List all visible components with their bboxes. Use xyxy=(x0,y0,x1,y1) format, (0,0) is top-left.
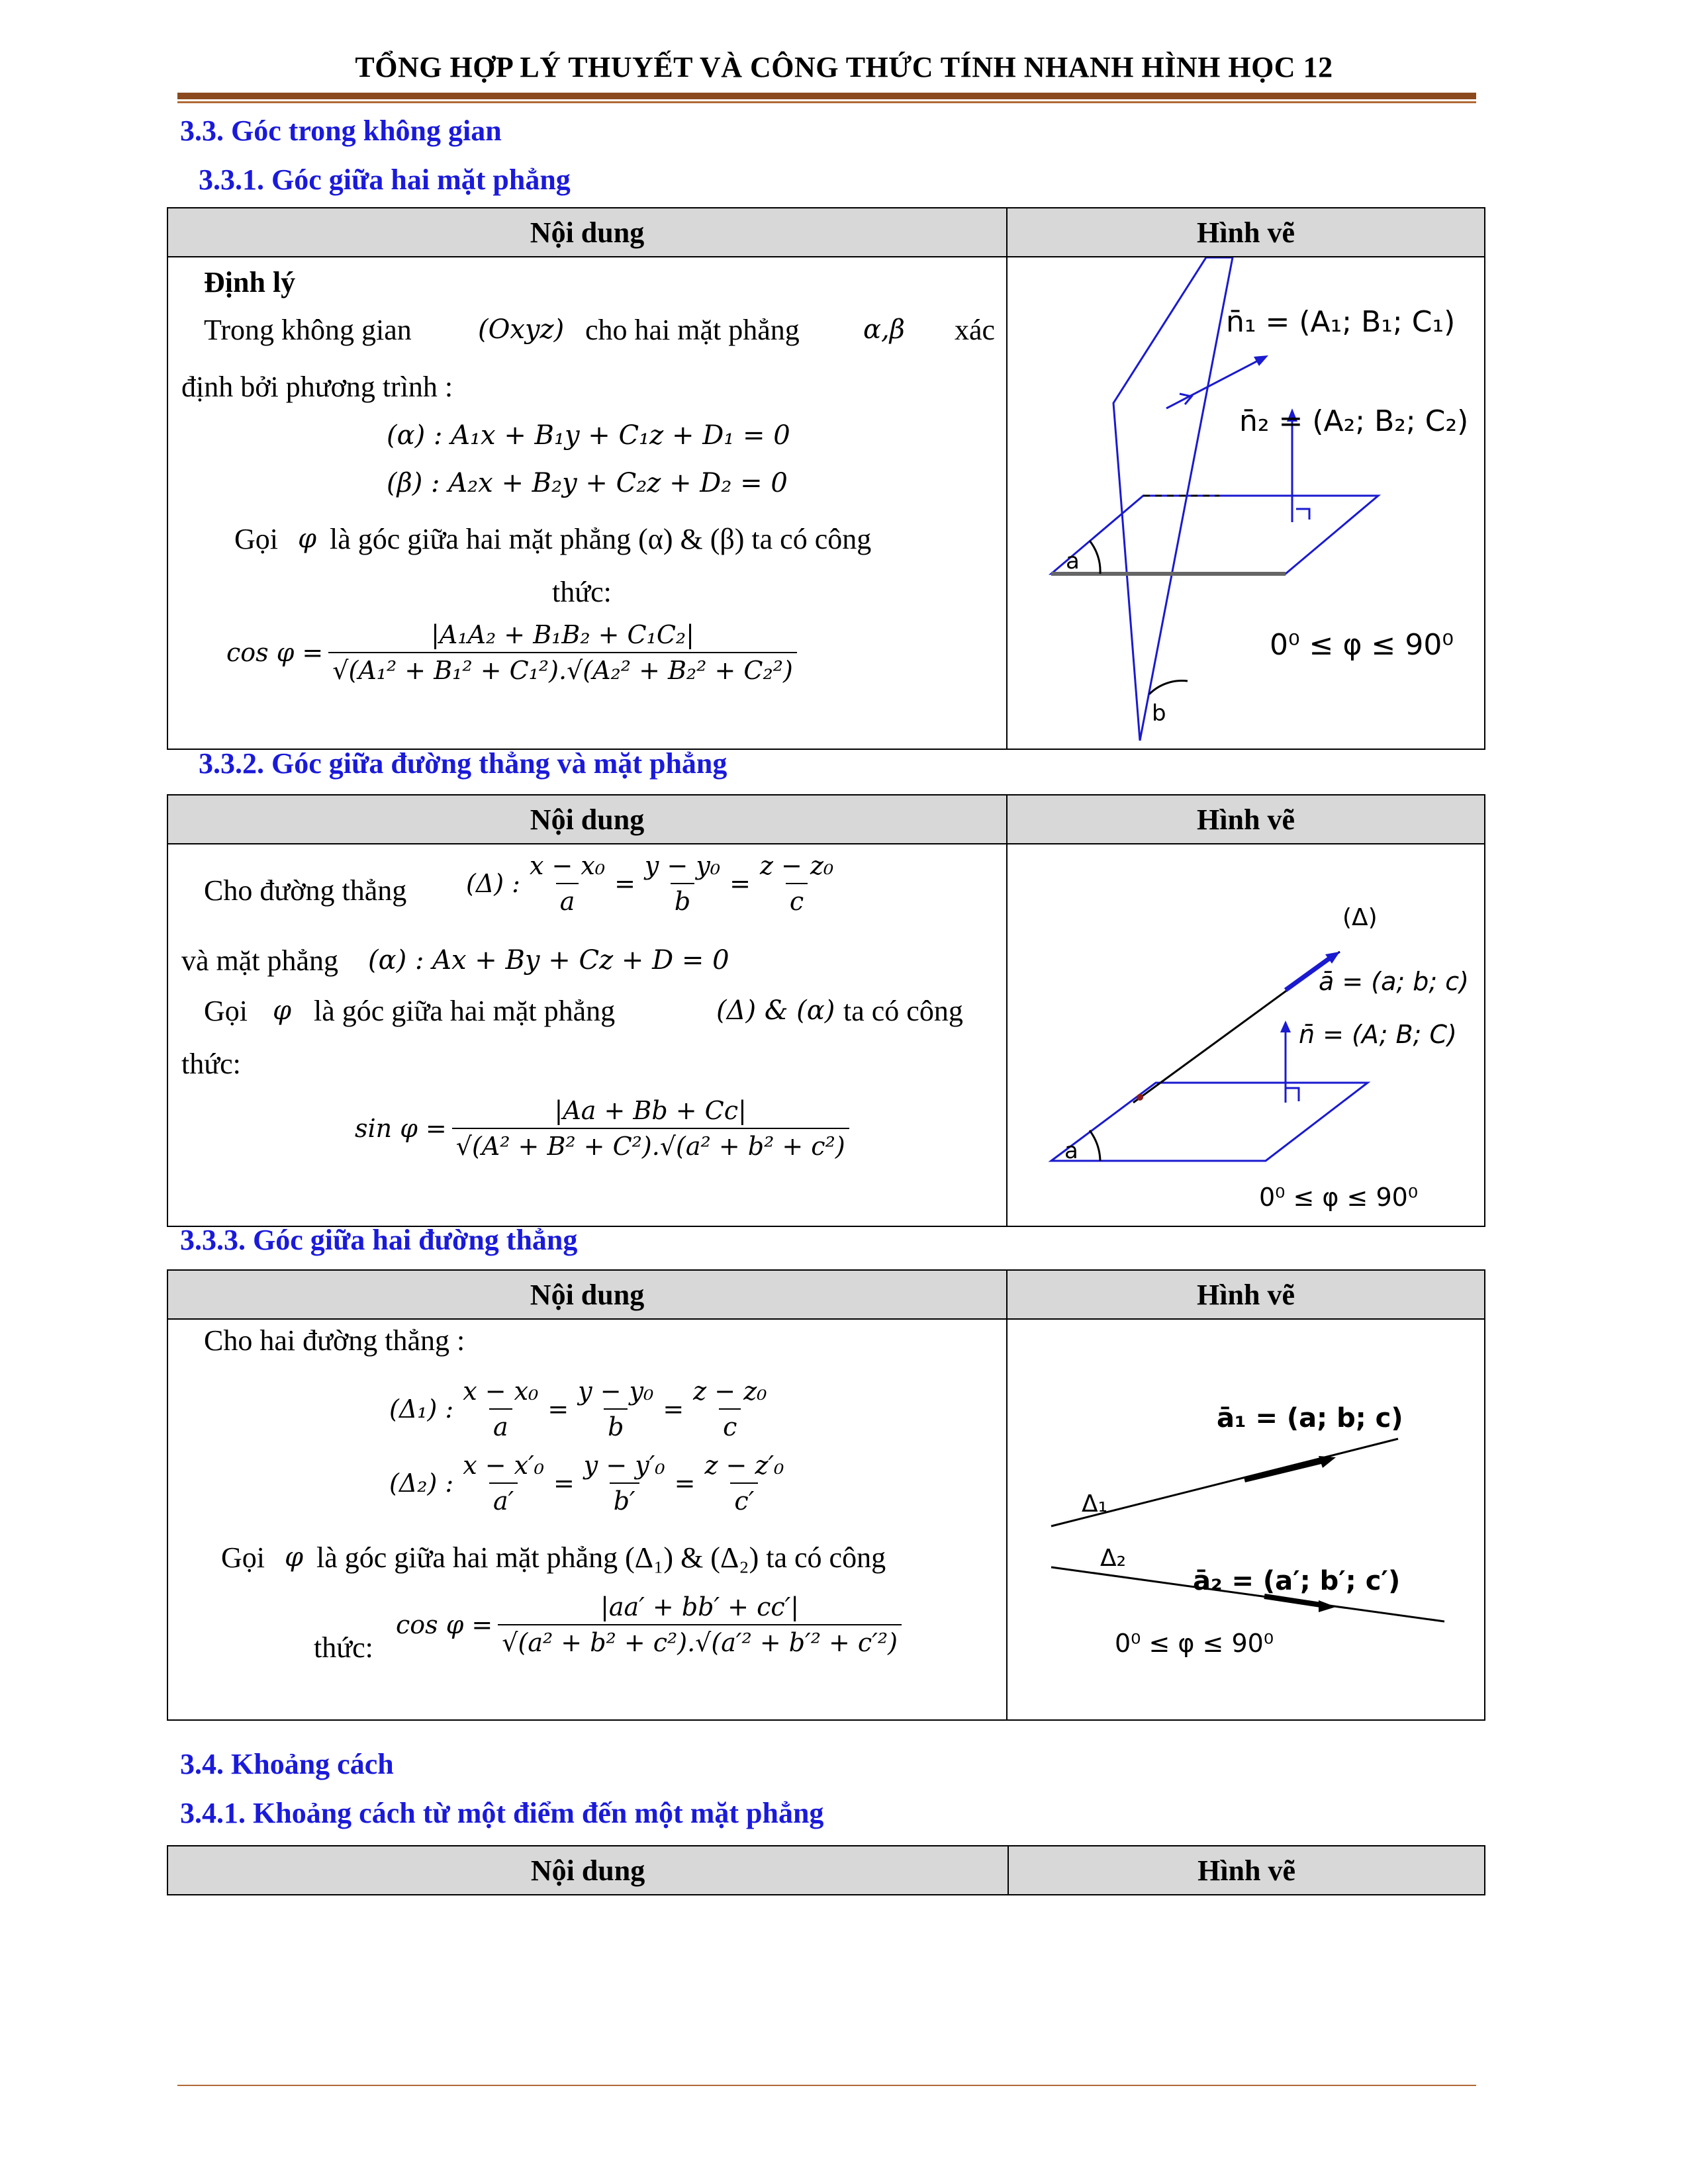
text-line: Trong không gian xyxy=(204,314,412,346)
angle-arc xyxy=(1090,1130,1100,1161)
line-delta2-label: Δ₂ xyxy=(1100,1545,1127,1572)
angle-two-lines-table xyxy=(167,1269,1485,1721)
text-line: ta có công xyxy=(843,995,963,1027)
angle-b-label: b xyxy=(1152,700,1166,727)
line-equation-delta1: (Δ₁) : $\frac{\text{x − x₀}}{a}$ = $\frac{\text{y − y₀}}{b}$ = $\frac{\text{z − z₀}}{c}$ xyxy=(389,1377,776,1441)
text-line: và mặt phẳng xyxy=(181,944,339,977)
line-delta1-label: Δ₁ xyxy=(1082,1490,1108,1518)
text-line: là góc giữa hai mặt phẳng (Δ₁) & (Δ₂) ta có công xyxy=(316,1541,886,1574)
table-header-content: Nội dung xyxy=(167,795,1007,844)
line-name: (Δ) : xyxy=(466,869,520,898)
numerator: y − y₀ xyxy=(578,1377,654,1406)
table-header-figure: Hình vẽ xyxy=(1007,208,1485,257)
content-cell xyxy=(167,257,1007,749)
angle-line-plane-table xyxy=(167,794,1485,1227)
two-lines-figure xyxy=(1008,1320,1481,1717)
numerator: x − x₀ xyxy=(529,851,606,880)
formula-numerator: |aa′ + bb′ + cc′| xyxy=(600,1592,800,1621)
header-rule xyxy=(177,93,1476,99)
angle-arc-a xyxy=(1090,541,1100,574)
formula-denominator: √(A² + B² + C²).√(a² + b² + c²) xyxy=(452,1128,849,1161)
vector-a1 xyxy=(1244,1460,1327,1480)
line-name: (Δ₂) : xyxy=(389,1469,454,1498)
vector-n2-label: n̄₂ = (A₂; B₂; C₂) xyxy=(1239,404,1469,438)
fraction xyxy=(526,851,609,916)
text-line: cho hai mặt phẳng xyxy=(585,314,800,346)
formula-denominator: √(A₁² + B₁² + C₁²).√(A₂² + B₂² + C₂²) xyxy=(328,652,797,685)
table-header-figure: Hình vẽ xyxy=(1007,1270,1485,1319)
formula-fraction xyxy=(452,1096,849,1161)
plane-b xyxy=(1113,257,1233,741)
line-delta-label: (Δ) xyxy=(1342,904,1378,931)
figure-cell xyxy=(1007,844,1485,1226)
math-phi: φ xyxy=(273,995,292,1026)
line-plane-figure xyxy=(1008,844,1481,1223)
fraction xyxy=(580,1451,669,1516)
normal-n1-line xyxy=(1166,357,1266,408)
formula-numerator: |Aa + Bb + Cc| xyxy=(554,1096,747,1125)
formula-cos xyxy=(226,620,802,685)
text-line: Gọi xyxy=(234,523,278,555)
table-header-content: Nội dung xyxy=(167,208,1007,257)
math-pair: (Δ) & (α) xyxy=(716,995,835,1026)
numerator: z − z₀ xyxy=(693,1377,767,1406)
formula-fraction xyxy=(498,1592,902,1657)
normal-n-arrow xyxy=(1280,1021,1291,1032)
numerator: z − z′₀ xyxy=(704,1451,784,1480)
vector-a2-label: ā₂ = (a′; b′; c′) xyxy=(1193,1566,1401,1596)
fraction xyxy=(700,1451,788,1516)
numerator: x − x′₀ xyxy=(463,1451,544,1480)
formula-lhs: sin φ = xyxy=(355,1114,447,1143)
text-line: Cho đường thẳng xyxy=(204,874,407,907)
fraction xyxy=(574,1377,657,1441)
table-header-content: Nội dung xyxy=(167,1846,1008,1895)
section-heading-3-4: 3.4. Khoảng cách xyxy=(180,1748,394,1780)
formula-numerator: |A₁A₂ + B₁B₂ + C₁C₂| xyxy=(431,620,694,649)
denominator: b xyxy=(671,883,694,916)
denominator: c xyxy=(719,1408,741,1441)
vector-n-label: n̄ = (A; B; C) xyxy=(1299,1020,1457,1049)
intersection-point xyxy=(1137,1094,1143,1101)
fraction xyxy=(756,851,837,916)
formula-lhs: cos φ = xyxy=(396,1610,493,1639)
content-cell xyxy=(167,1319,1007,1720)
figure-cell xyxy=(1007,257,1485,749)
section-heading-3-3-3: 3.3.3. Góc giữa hai đường thẳng xyxy=(180,1224,578,1256)
numerator: x − x₀ xyxy=(463,1377,539,1406)
equation-alpha: (α) : A₁x + B₁y + C₁z + D₁ = 0 xyxy=(387,420,790,451)
fraction xyxy=(641,851,724,916)
section-heading-3-3: 3.3. Góc trong không gian xyxy=(180,114,502,147)
text-line: là góc giữa hai mặt phẳng xyxy=(314,995,616,1027)
table-header-figure: Hình vẽ xyxy=(1007,795,1485,844)
denominator: b xyxy=(604,1408,628,1441)
text-line: Cho hai đường thẳng : xyxy=(204,1324,465,1357)
text-line: thức: xyxy=(181,1048,241,1080)
table-header-content: Nội dung xyxy=(167,1270,1007,1319)
numerator: y − y₀ xyxy=(644,851,721,880)
line-name: (Δ₁) : xyxy=(389,1394,454,1424)
math-phi: φ xyxy=(298,523,317,554)
angle-arc-b xyxy=(1149,680,1188,694)
angle-label: a xyxy=(1064,1138,1078,1164)
right-angle-mark xyxy=(1286,1088,1299,1101)
math-alpha-beta: α,β xyxy=(863,314,905,345)
line-equation: (Δ) : $\frac{\text{x − x₀}}{a}$ = $\frac{\text{y − y₀}}{b}$ = $\frac{\text{z − z₀}}{c}$ xyxy=(466,851,843,916)
text-line: là góc giữa hai mặt phẳng (α) & (β) ta có công xyxy=(330,523,872,555)
plane-equation: (α) : Ax + By + Cz + D = 0 xyxy=(368,945,729,976)
section-heading-3-3-2: 3.3.2. Góc giữa đường thẳng và mặt phẳng xyxy=(199,747,727,780)
numerator: z − z₀ xyxy=(759,851,834,880)
distance-point-plane-table xyxy=(167,1845,1485,1895)
denominator: c xyxy=(786,883,808,916)
formula-cos xyxy=(396,1592,907,1657)
vector-a2 xyxy=(1264,1596,1325,1606)
text-line: Gọi xyxy=(204,995,248,1027)
fraction xyxy=(689,1377,771,1441)
denominator: b′ xyxy=(610,1482,639,1516)
text-line: thức: xyxy=(314,1631,373,1664)
footer-rule xyxy=(177,2085,1476,2086)
table-header-figure: Hình vẽ xyxy=(1008,1846,1485,1895)
formula-sin xyxy=(355,1096,855,1161)
angle-range-label: 0⁰ ≤ φ ≤ 90⁰ xyxy=(1259,1183,1419,1212)
text-line: định bởi phương trình : xyxy=(181,371,453,403)
right-angle-mark xyxy=(1296,509,1309,520)
text-line: xác xyxy=(955,314,996,346)
two-planes-figure xyxy=(1008,257,1481,746)
angle-a-label: a xyxy=(1066,548,1080,574)
angle-range-label: 0⁰ ≤ φ ≤ 90⁰ xyxy=(1115,1629,1274,1658)
text-line: thức: xyxy=(552,576,612,608)
section-heading-3-3-1: 3.3.1. Góc giữa hai mặt phẳng xyxy=(199,163,571,196)
vector-a2-arrow xyxy=(1319,1600,1336,1612)
vector-n1-label: n̄₁ = (A₁; B₁; C₁) xyxy=(1226,305,1456,339)
denominator: a xyxy=(556,883,579,916)
denominator: c′ xyxy=(730,1482,758,1516)
line-equation-delta2: (Δ₂) : $\frac{\text{x − x′₀}}{a'}$ = $\frac{\text{y − y′₀}}{b'}$ = $\frac{\text{z − z′₀}}{c'}$ xyxy=(389,1451,793,1516)
vector-a1-label: ā₁ = (a; b; c) xyxy=(1217,1403,1403,1433)
vector-a1-arrow xyxy=(1319,1456,1336,1468)
formula-fraction xyxy=(328,620,797,685)
fraction xyxy=(459,1377,542,1441)
angle-two-planes-table xyxy=(167,207,1485,750)
equation-beta: (β) : A₂x + B₂y + C₂z + D₂ = 0 xyxy=(387,468,788,498)
page-header-title: TỔNG HỢP LÝ THUYẾT VÀ CÔNG THỨC TÍNH NHANH HÌNH HỌC 12 xyxy=(355,51,1333,83)
section-heading-3-4-1: 3.4.1. Khoảng cách từ một điểm đến một mặt phẳng xyxy=(180,1797,824,1829)
angle-range-label: 0⁰ ≤ φ ≤ 90⁰ xyxy=(1270,628,1454,662)
figure-cell xyxy=(1007,1319,1485,1720)
denominator: a′ xyxy=(489,1482,518,1516)
math-phi: φ xyxy=(285,1542,304,1572)
content-cell xyxy=(167,844,1007,1226)
fraction xyxy=(459,1451,548,1516)
text-line: Gọi xyxy=(221,1541,265,1574)
denominator: a xyxy=(489,1408,512,1441)
vector-a-label: ā = (a; b; c) xyxy=(1319,967,1470,996)
formula-lhs: cos φ = xyxy=(226,638,324,667)
numerator: y − y′₀ xyxy=(583,1451,665,1480)
formula-denominator: √(a² + b² + c²).√(a′² + b′² + c′²) xyxy=(498,1624,902,1657)
header-rule-thin xyxy=(177,101,1476,103)
theorem-label: Định lý xyxy=(204,266,296,298)
math-oxyz: (Oxyz) xyxy=(478,314,565,345)
